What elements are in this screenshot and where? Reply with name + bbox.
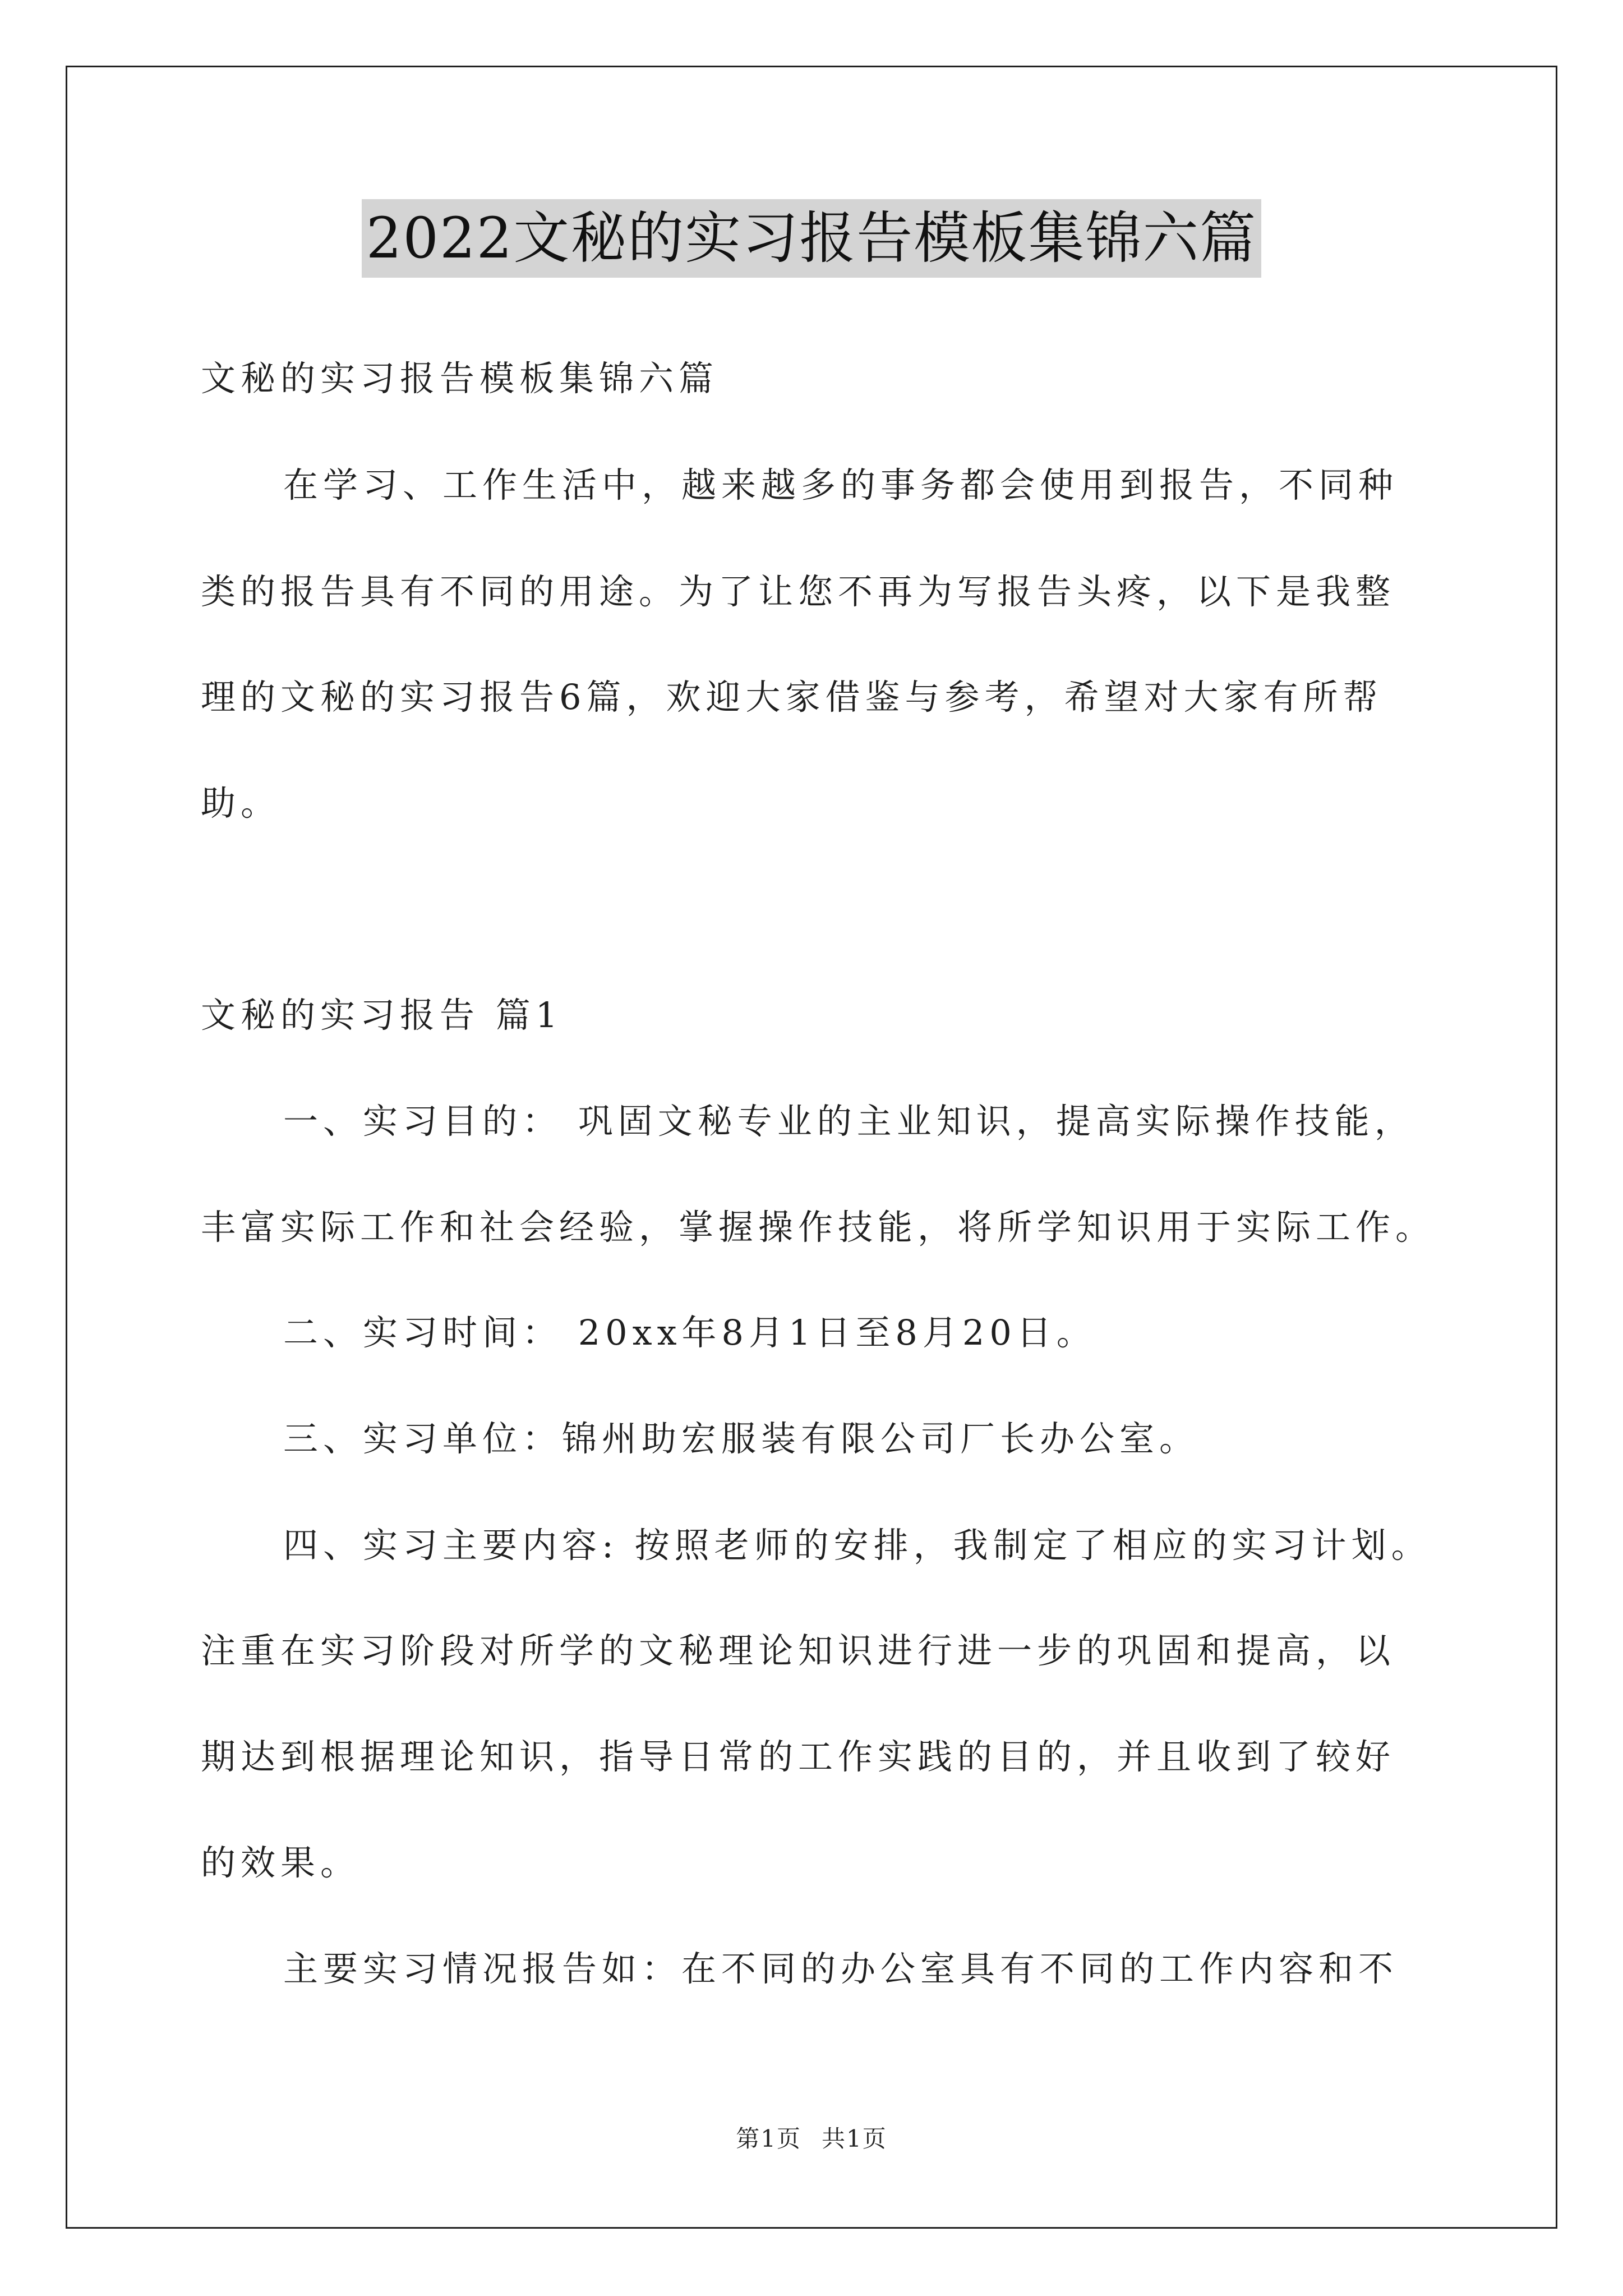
intro-line: 助。 [201, 783, 281, 823]
document-subtitle: 文秘的实习报告模板集锦六篇 [201, 358, 719, 399]
intro-line: 理的文秘的实习报告6篇，欢迎大家借鉴与参考，希望对大家有所帮 [201, 677, 1383, 717]
intro-line: 在学习、工作生活中，越来越多的事务都会使用到报告，不同种 [283, 464, 1399, 505]
page-total: 共1页 [822, 2125, 887, 2152]
section-line: 丰富实际工作和社会经验，掌握操作技能，将所学知识用于实际工作。 [201, 1207, 1436, 1248]
title-container [0, 199, 1623, 278]
section-line: 四、实习主要内容: 按照老师的安排，我制定了相应的实习计划。 [283, 1525, 1431, 1566]
section-line: 三、实习单位：锦州助宏服装有限公司厂长办公室。 [283, 1418, 1200, 1459]
document-title: 2022文秘的实习报告模板集锦六篇 [362, 199, 1262, 278]
page-number: 第1页 [736, 2125, 801, 2152]
intro-line: 类的报告具有不同的用途。为了让您不再为写报告头疼，以下是我整 [201, 571, 1396, 612]
section-heading: 文秘的实习报告 篇1 [201, 995, 563, 1036]
section-line: 注重在实习阶段对所学的文秘理论知识进行进一步的巩固和提高，以 [201, 1630, 1396, 1671]
section-line: 一、实习目的： 巩固文秘专业的主业知识，提高实际操作技能， [283, 1101, 1414, 1142]
section-line: 主要实习情况报告如：在不同的办公室具有不同的工作内容和不 [283, 1948, 1399, 1989]
page-footer [0, 2120, 1623, 2154]
section-line: 二、实习时间： 20xx年8月1日至8月20日。 [283, 1312, 1096, 1353]
section-line: 期达到根据理论知识，指导日常的工作实践的目的，并且收到了较好 [201, 1736, 1396, 1777]
section-line: 的效果。 [201, 1842, 361, 1883]
